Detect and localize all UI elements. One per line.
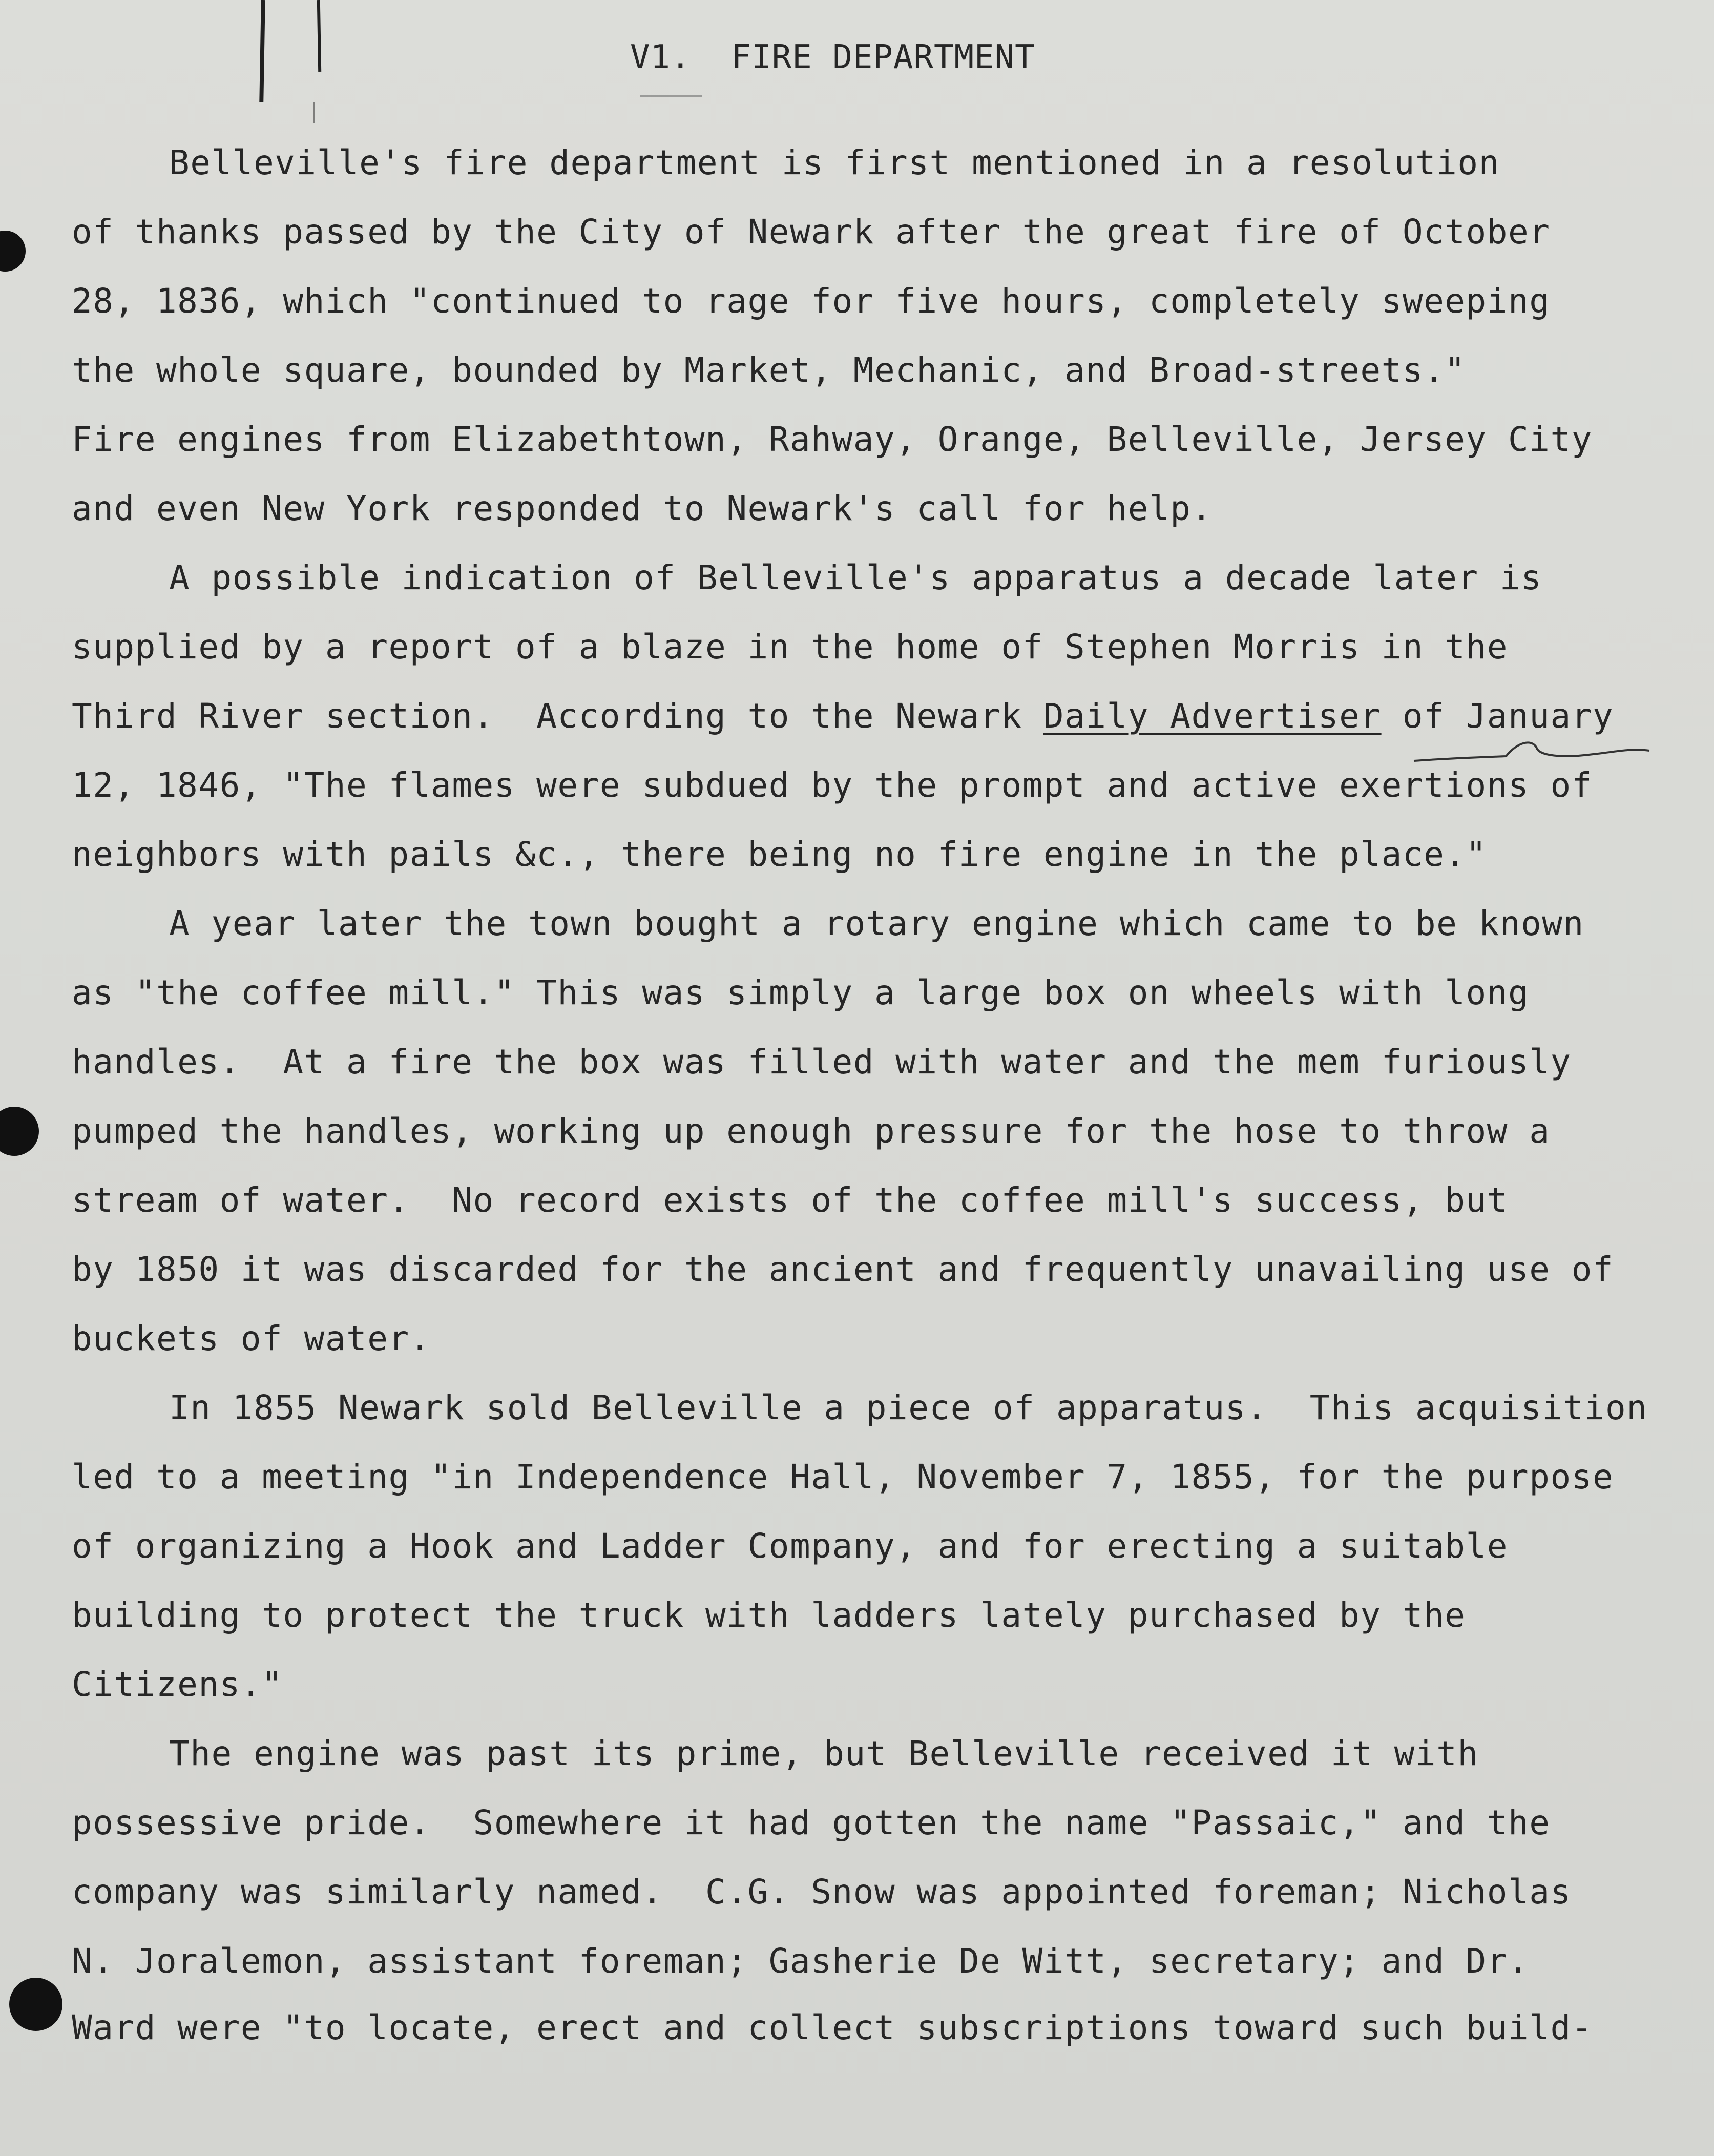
text-segment: of January [1381, 696, 1614, 736]
text-line [72, 696, 1614, 736]
text-line: Citizens." [72, 1665, 283, 1704]
text-line: 28, 1836, which "continued to rage for five hours, completely sweeping [72, 281, 1551, 321]
text-line: A year later the town bought a rotary engine which came to be known [169, 904, 1584, 943]
text-line: 12, 1846, "The flames were subdued by the prompt and active exertions of [72, 765, 1593, 805]
text-line: pumped the handles, working up enough pressure for the hose to throw a [72, 1111, 1551, 1151]
pen-scribble [1409, 733, 1675, 774]
pencil-mark [317, 0, 321, 72]
text-line: stream of water. No record exists of the coffee mill's success, but [72, 1180, 1509, 1220]
text-line: as "the coffee mill." This was simply a large box on wheels with long [72, 973, 1530, 1012]
text-line: supplied by a report of a blaze in the home of Stephen Morris in the [72, 627, 1509, 667]
punch-hole [0, 1107, 39, 1156]
text-line: and even New York responded to Newark's call for help. [72, 489, 1213, 528]
pencil-mark [259, 0, 265, 102]
punch-hole [9, 1978, 62, 2031]
pencil-mark [313, 102, 315, 123]
newspaper-title: Daily Advertiser [1043, 696, 1382, 736]
text-line: N. Joralemon, assistant foreman; Gasherie De Witt, secretary; and Dr. [72, 1941, 1530, 1981]
text-line: In 1855 Newark sold Belleville a piece of apparatus. This acquisition [169, 1388, 1648, 1427]
text-line: neighbors with pails &c., there being no fire engine in the place." [72, 835, 1487, 874]
title-rule [640, 95, 702, 97]
text-line: Ward were "to locate, erect and collect subscriptions toward such build- [72, 2008, 1593, 2047]
text-line: led to a meeting "in Independence Hall, November 7, 1855, for the purpose [72, 1457, 1614, 1497]
text-line: the whole square, bounded by Market, Mechanic, and Broad-streets." [72, 350, 1466, 390]
text-line: building to protect the truck with ladders lately purchased by the [72, 1595, 1466, 1635]
page-title: V1. FIRE DEPARTMENT [630, 38, 1035, 76]
text-line: by 1850 it was discarded for the ancient and frequently unavailing use of [72, 1250, 1614, 1289]
text-line: buckets of water. [72, 1319, 431, 1358]
text-line: of organizing a Hook and Ladder Company, and for erecting a suitable [72, 1526, 1509, 1566]
text-line: A possible indication of Belleville's apparatus a decade later is [169, 558, 1542, 597]
punch-hole [0, 231, 26, 272]
text-segment: Third River section. According to the Newark [72, 696, 1043, 736]
text-line: Belleville's fire department is first mentioned in a resolution [169, 143, 1500, 182]
text-line: of thanks passed by the City of Newark after the great fire of October [72, 212, 1551, 252]
text-line: The engine was past its prime, but Belleville received it with [169, 1734, 1479, 1773]
text-line: possessive pride. Somewhere it had gotten the name "Passaic," and the [72, 1803, 1551, 1842]
text-line: company was similarly named. C.G. Snow was appointed foreman; Nicholas [72, 1872, 1572, 1912]
text-line: Fire engines from Elizabethtown, Rahway, Orange, Belleville, Jersey City [72, 420, 1593, 459]
text-line: handles. At a fire the box was filled with water and the mem furiously [72, 1042, 1572, 1082]
